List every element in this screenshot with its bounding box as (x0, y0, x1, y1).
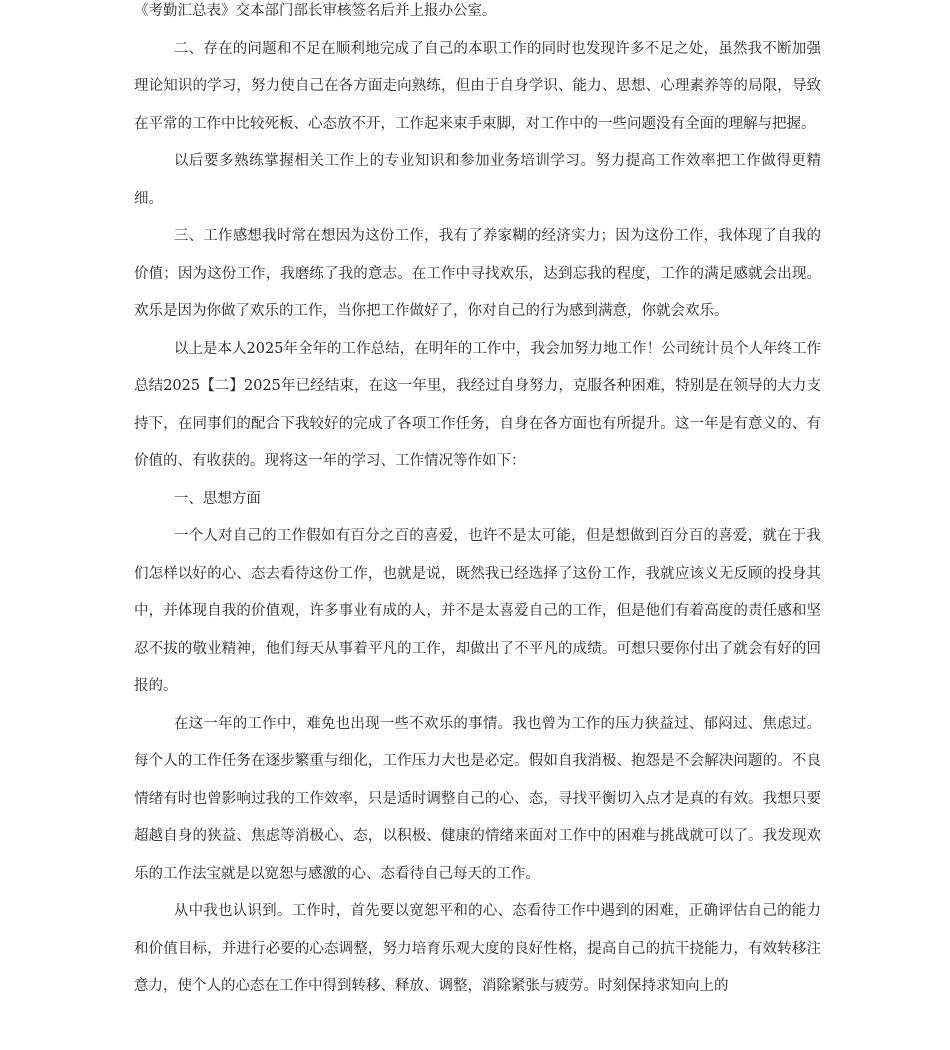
paragraph-love-of-work: 一个人对自己的工作假如有百分之百的喜爱，也许不是太可能，但是想做到百分百的喜爱，就在于我们怎样以好的心、态去看待这份工作，也就是说，既然我已经选择了这份工作，我就应该义无反顾的投身其中，并体现自我的价值观，许多事业有成的人，并不是太喜爱自己的工作，但是他们有着高度的责任感和坚忍不拔的敬业精神，他们每天从事着平凡的工作，却做出了不平凡的成绩。可想只要你付出了就会有好的回报的。 (134, 528, 821, 694)
paragraph-summary-2025: 以上是本人2025年全年的工作总结，在明年的工作中，我会加努力地工作！公司统计员个人年终工作总结2025【二】2025年已经结束，在这一年里，我经过自身努力，克服各种困难，特别是在领导的大力支持下，在同事们的配合下我较好的完成了各项工作任务，自身在各方面也有所提升。这一年是有意义的、有价值的、有收获的。现将这一年的学习、工作情况等作如下： (134, 340, 821, 469)
paragraph-improvement: 以后要多熟练掌握相关工作上的专业知识和参加业务培训学习。努力提高工作效率把工作做得更精细。 (134, 153, 821, 207)
paragraph-lessons: 从中我也认识到。工作时，首先要以宽恕平和的心、态看待工作中遇到的困难，正确评估自己的能力和价值目标，并进行必要的心态调整，努力培育乐观大度的良好性格，提高自己的抗干挠能力，有效转移注意力，使个人的心态在工作中得到转移、释放、调整，消除紧张与疲劳。时刻保持求知向上的 (134, 903, 821, 994)
paragraph-work-pressure: 在这一年的工作中，难免也出现一些不欢乐的事情。我也曾为工作的压力狭益过、郁闷过、焦虑过。每个人的工作任务在逐步繁重与细化，工作压力大也是必定。假如自我消极、抱怨是不会解决问题的。不良情绪有时也曾影响过我的工作效率，只是适时调整自己的心、态，寻找平衡切入点才是真的有效。我想只要超越自身的狭益、焦虑等消极心、态，以积极、健康的情绪来面对工作中的困难与挑战就可以了。我发现欢乐的工作法宝就是以宽恕与感激的心、态看待自己每天的工作。 (134, 715, 821, 882)
section-heading-thought: 一、思想方面 (173, 490, 261, 507)
document-page (134, 0, 821, 1006)
paragraph-continuation: 《考勤汇总表》交本部门部长审核签名后并上报办公室。 (134, 3, 497, 19)
paragraph-work-feelings: 三、工作感想我时常在想因为这份工作，我有了养家糊的经济实力；因为这份工作，我体现了自我的价值；因为这份工作，我磨练了我的意志。在工作中寻找欢乐，达到忘我的程度，工作的满足感就会出现。欢乐是因为你做了欢乐的工作，当你把工作做好了，你对自己的行为感到满意，你就会欢乐。 (134, 228, 821, 319)
paragraph-problems: 二、存在的问题和不足在顺利地完成了自己的本职工作的同时也发现许多不足之处，虽然我不断加强理论知识的学习，努力使自己在各方面走向熟练，但由于自身学识、能力、思想、心理素养等的局限，导致在平常的工作中比较死板、心态放不开，工作起来束手束脚，对工作中的一些问题没有全面的理解与把握。 (134, 40, 821, 132)
